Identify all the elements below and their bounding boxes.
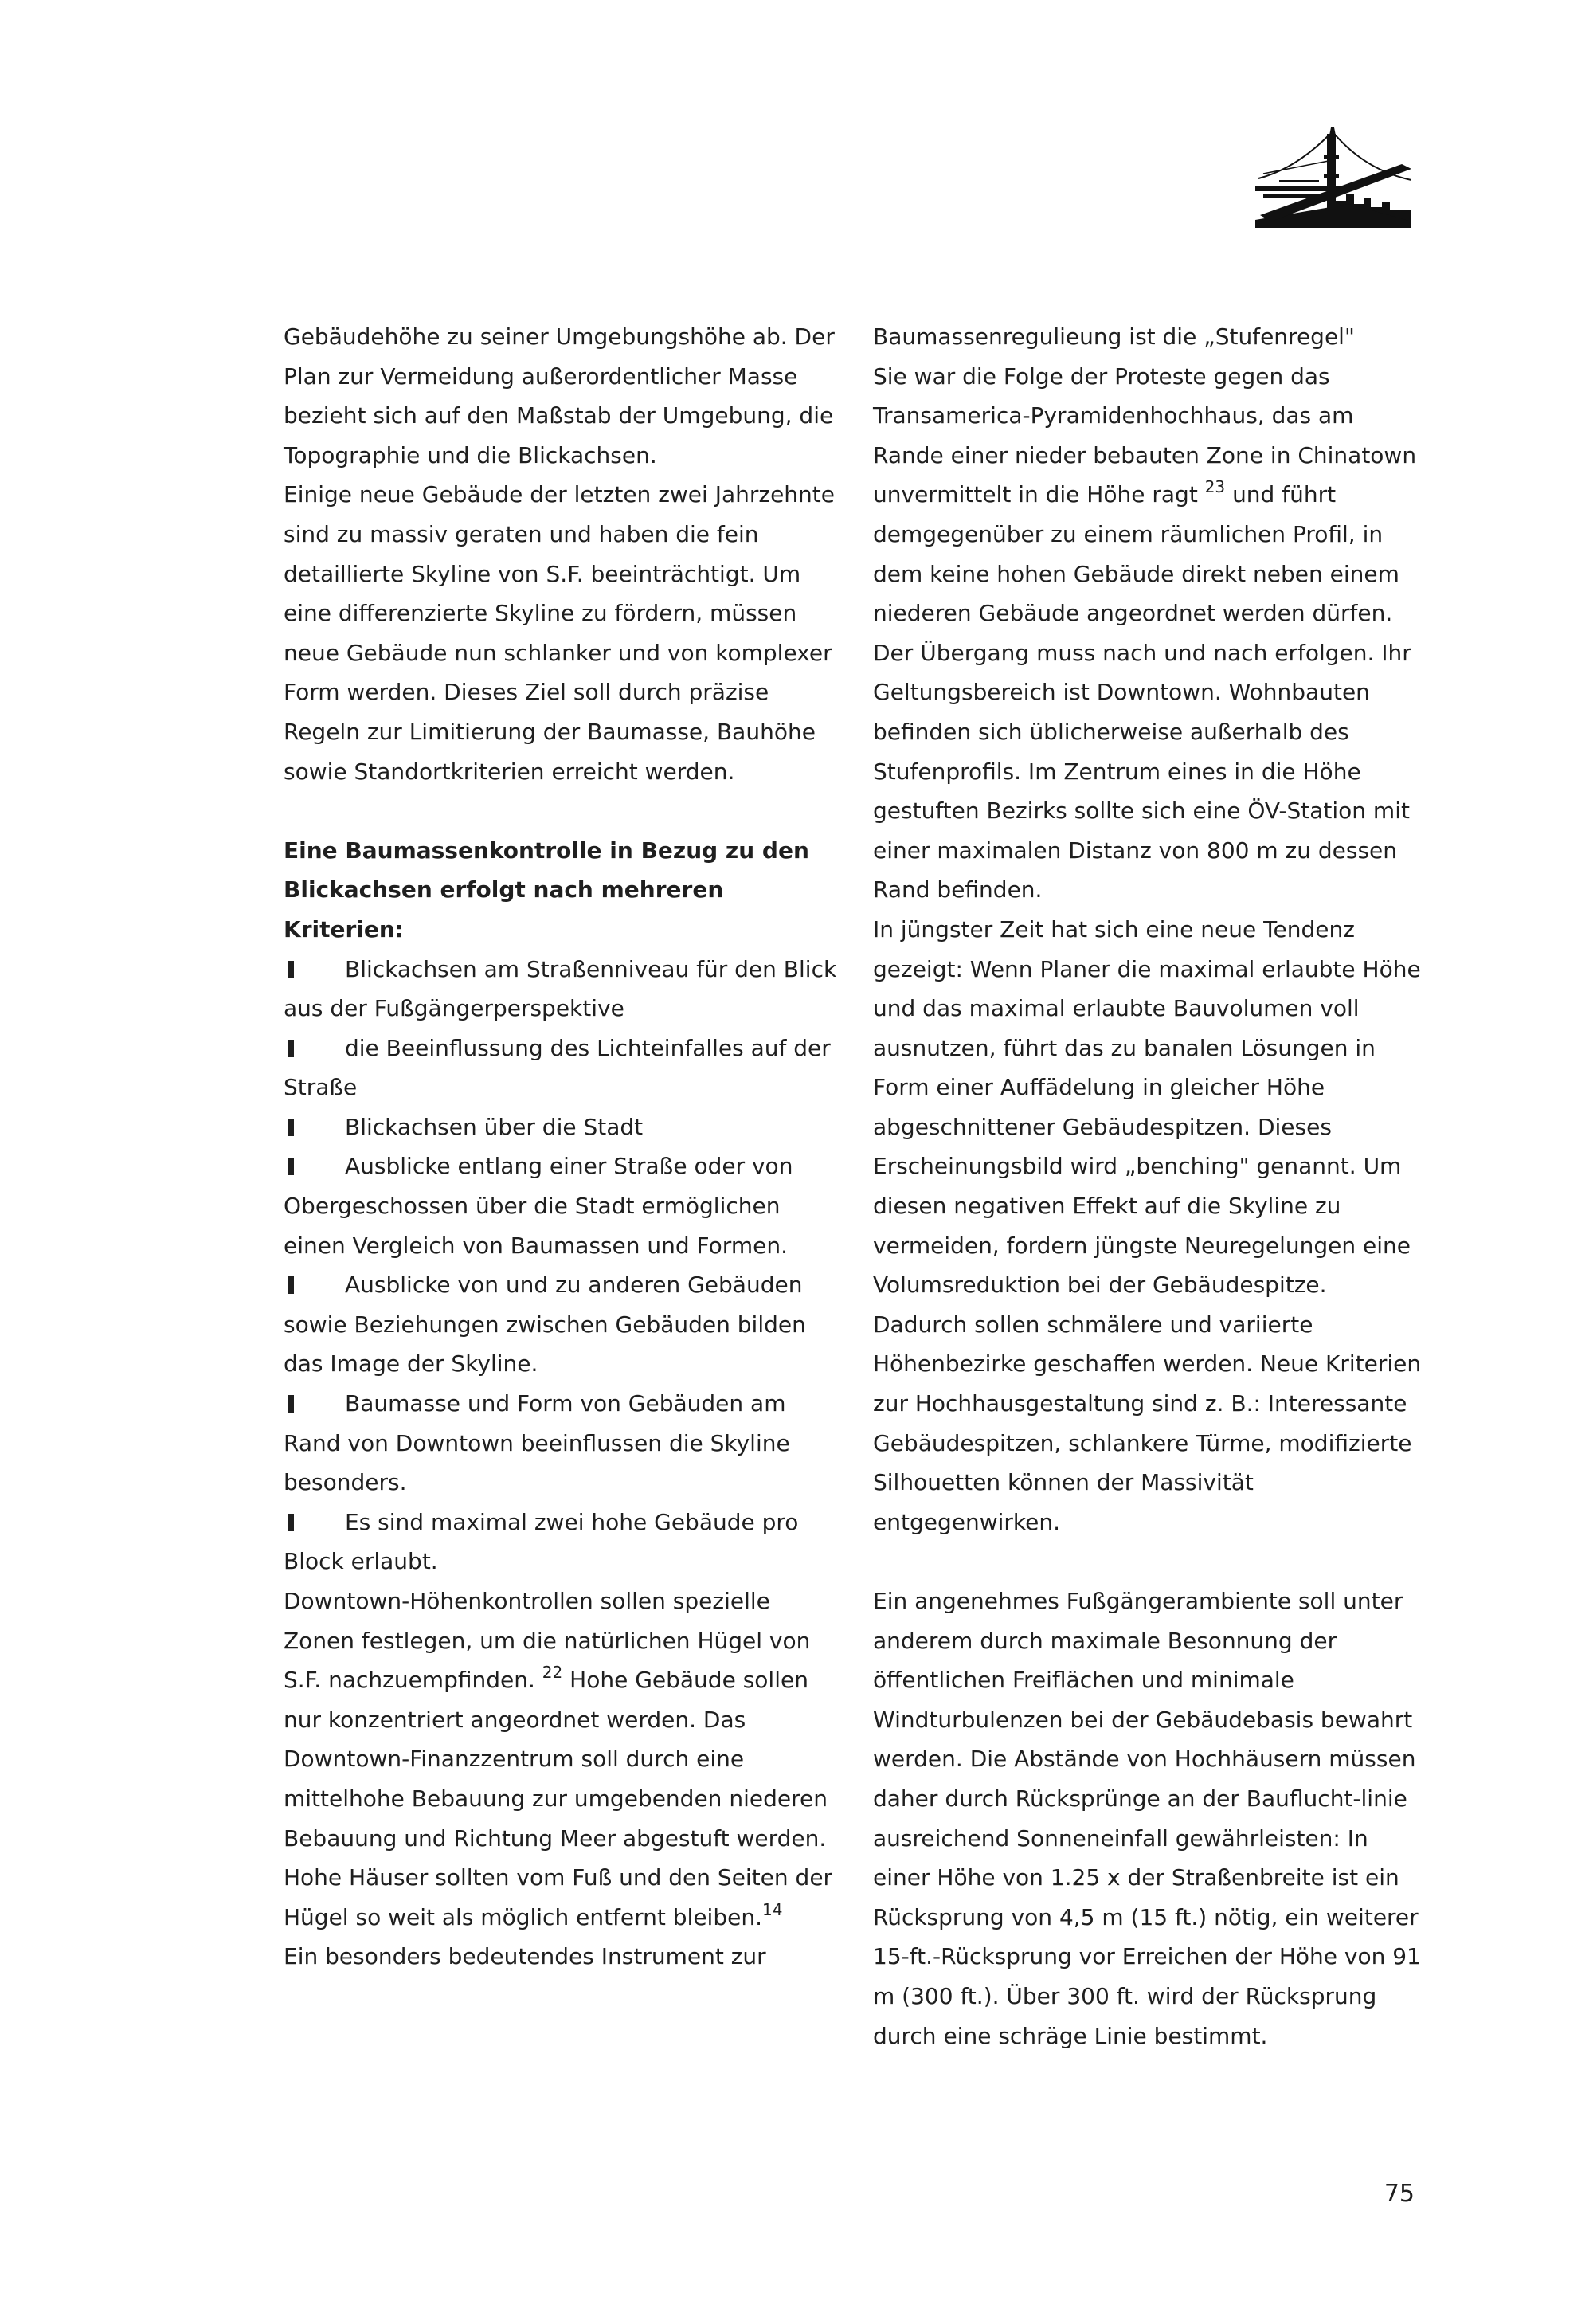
criteria-heading: Eine Baumassenkontrolle in Bezug zu den Blickachsen erfolgt nach mehreren Kriterien: xyxy=(284,837,809,943)
bullet-square-icon xyxy=(288,1158,294,1175)
paragraph-gap xyxy=(284,791,841,831)
page-number: 75 xyxy=(1384,2180,1415,2208)
bullet-square-icon xyxy=(288,1395,294,1413)
bullet-item: die Beeinflussung des Lichteinfalles auf der Straße xyxy=(284,1034,831,1101)
pedestrian-paragraph: Ein angenehmes Fußgängerambiente soll unter anderem durch maximale Besonnung der öffentlichen Freiflächen und minimale Windturbulenzen bei der Gebäudebasis bewahrt werden. Die Abstände von Hochhäusern müssen daher durch Rücksprünge an der Bauflucht-linie ausreichend Sonneneinfall gewährleisten: In einer Höhe von 1.25 x der Straßenbreite ist ein Rücksprung von 4,5 m (15 ft.) nötig, ein weiterer 15-ft.-Rücksprung vor Erreichen der Höhe von 91 m (300 ft.). Über 300 ft. wird der Rücksprung durch eine schräge Linie bestimmt. xyxy=(873,1588,1421,2049)
bullet-square-icon xyxy=(288,961,294,978)
bullet-item: Blickachsen am Straßenniveau für den Blick aus der Fußgängerperspektive xyxy=(284,955,837,1022)
bullet-square-icon xyxy=(288,1514,294,1531)
bullet-item: Es sind maximal zwei hohe Gebäude pro Block erlaubt. xyxy=(284,1508,799,1575)
bullet-square-icon xyxy=(288,1276,294,1294)
paragraph-gap xyxy=(873,1542,1423,1581)
bullet-item: Ausblicke von und zu anderen Gebäuden sowie Beziehungen zwischen Gebäuden bilden das Image der Skyline. xyxy=(284,1272,806,1378)
bullet-item: Blickachsen über die Stadt xyxy=(284,1107,841,1147)
downtown-height-paragraph: Downtown-Höhenkontrollen sollen spezielle Zonen festlegen, um die natürlichen Hügel von S.F. nachzuempfinden. $^{22}$ Hohe Gebäude sollen nur konzentriert angeordnet werden. Das Downtown-Finanzzentrum soll durch eine mittelhohe Bebauung zur umgebenden niederen Bebauung und Richtung Meer abgestuft werden. Hohe Häuser sollten vom Fuß und den Seiten der Hügel so weit als möglich entfernt bleiben.$^{14}$ xyxy=(284,1588,833,1930)
golden-gate-bridge-skyline-icon xyxy=(1255,127,1411,228)
footnote-ref-23: 23 xyxy=(1204,477,1226,497)
benching-paragraph: In jüngster Zeit hat sich eine neue Tendenz gezeigt: Wenn Planer die maximal erlaubte Höhe und das maximal erlaubte Bauvolumen voll ausnutzen, führt das zu banalen Lösungen in Form einer Auffädelung in gleicher Höhe abgeschnittener Gebäudespitzen. Dieses Erscheinungsbild wird „benching" genannt. Um diesen negativen Effekt auf die Skyline zu vermeiden, fordern jüngste Neuregelungen eine Volumsreduktion bei der Gebäudespitze. Dadurch sollen schmälere und variierte Höhenbezirke geschaffen werden. Neue Kriterien zur Hochhausgestaltung sind z. B.: Interessante Gebäudespitzen, schlankere Türme, modifizierte Silhouetten können der Massivität entgegenwirken. xyxy=(873,915,1422,1535)
closing-line: Ein besonders bedeutendes Instrument zur xyxy=(284,1943,766,1970)
intro-paragraph: Gebäudehöhe zu seiner Umgebungshöhe ab. Der Plan zur Vermeidung außerordentlicher Masse bezieht sich auf den Maßstab der Umgebung, die Topographie und die Blickachsen. xyxy=(284,323,835,468)
bullet-square-icon xyxy=(288,1119,294,1136)
stufenregel-paragraph: Sie war die Folge der Proteste gegen das Transamerica-Pyramidenhochhaus, das am Rande einer nieder bebauten Zone in Chinatown unvermittelt in die Höhe ragt $^{23}$ und führt demgegenüber zu einem räumlichen Profil, in dem keine hohen Gebäude direkt neben einem niederen Gebäude angeordnet werden dürfen. Der Übergang muss nach und nach erfolgen. Ihr Geltungsbereich ist Downtown. Wohnbauten befinden sich üblicherweise außerhalb des Stufenprofils. Im Zentrum eines in die Höhe gestuften Bezirks sollte sich eine ÖV-Station mit einer maximalen Distanz von 800 m zu dessen Rand befinden. xyxy=(873,363,1417,903)
right-column xyxy=(873,317,1423,2056)
paragraph-massive-buildings: Einige neue Gebäude der letzten zwei Jahrzehnte sind zu massiv geraten und haben die fein detaillierte Skyline von S.F. beeinträchtigt. Um eine differenzierte Skyline zu fördern, müssen neue Gebäude nun schlanker und von komplexer Form werden. Dieses Ziel soll durch präzise Regeln zur Limitierung der Baumasse, Bauhöhe sowie Standortkriterien erreicht werden. xyxy=(284,481,835,785)
left-column xyxy=(284,317,841,1977)
bullet-item: Baumasse und Form von Gebäuden am Rand von Downtown beeinflussen die Skyline besonders. xyxy=(284,1390,790,1496)
stufenregel-line: Baumassenregulieung ist die „Stufenregel" xyxy=(873,323,1355,350)
footnote-ref-22: 22 xyxy=(542,1663,563,1683)
footnote-ref-14: 14 xyxy=(761,1899,783,1919)
bullet-square-icon xyxy=(288,1040,294,1057)
bullet-item: Ausblicke entlang einer Straße oder von Obergeschossen über die Stadt ermöglichen einen Vergleich von Baumassen und Formen. xyxy=(284,1153,793,1259)
